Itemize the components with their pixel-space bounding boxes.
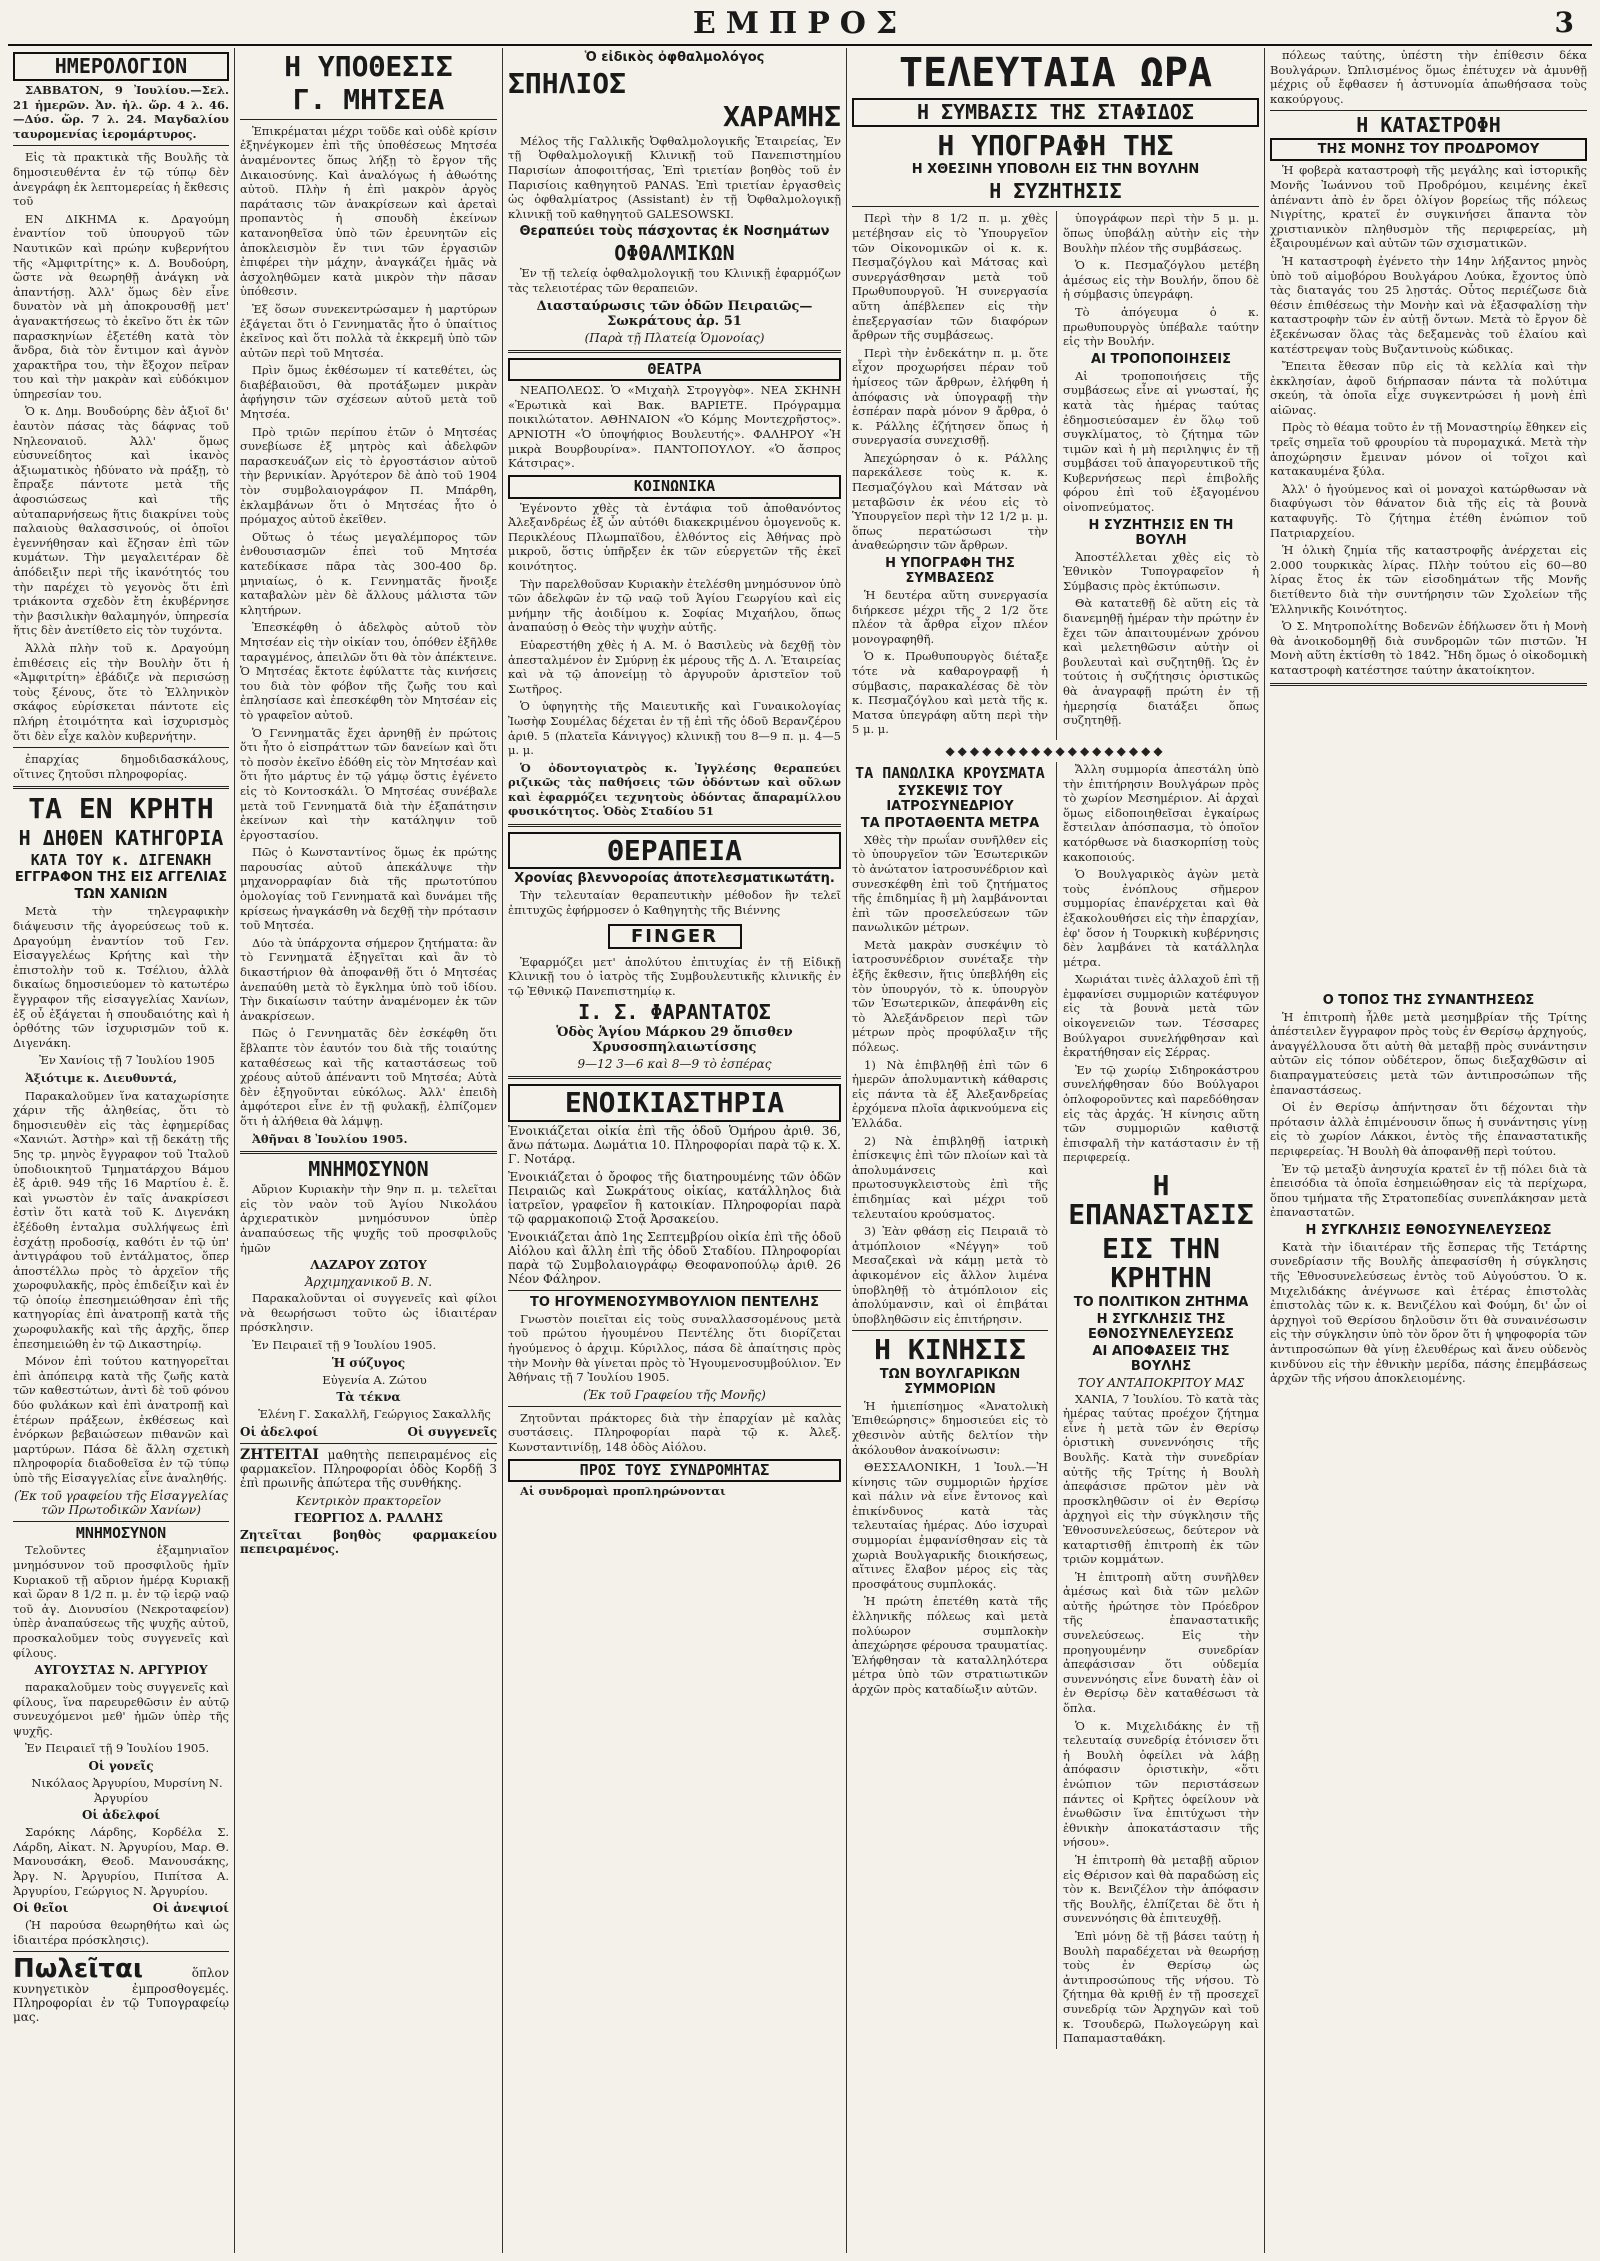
crete-subheading: Η ΔΗΘΕΝ ΚΑΤΗΓΟΡΙΑ (18, 825, 224, 850)
article-paragraph: Πρὶν ὅμως ἐκθέσωμεν τί κατεθέτει, ὡς διαβέβαιοῦσι, θὰ προτάξωμεν μικρὰν ἀφήγησιν τῶν σχέσεων αὐτοῦ μετὰ τοῦ Μητσέα. (240, 363, 497, 422)
ornament-divider: ◆◆◆◆◆◆◆◆◆◆◆◆◆◆◆◆◆◆ (945, 743, 1166, 758)
raisin-agreement-heading: Η ΣΥΜΒΑΣΙΣ ΤΗΣ ΣΤΑΦΙΔΟΣ (852, 98, 1259, 127)
article-paragraph: Πῶς ὁ Γεννηματᾶς δὲν ἐσκέφθη ὅτι ἔβλαπτε τὸν ἑαυτόν του διὰ τῆς τοιαύτης καταθέσεως καὶ τῆς καταστάσεως τοῦ χρέους αὐτοῦ ἀπέναντι τοῦ Μητσέα; Αὐτὰ δὲν ἐξηγοῦνται εὐκόλως. Ἀλλ' ἐπειδὴ ἀμφότεροι εἶνε ἐν τῇ φυλακῇ, ἐλπίζομεν ὅτι ἡ ἀλήθεια θὰ λάμψῃ. (240, 1026, 497, 1128)
doctor-specialty: ΟΦΘΑΛΜΙΚΩΝ (614, 241, 735, 266)
article-paragraph: Ἔπειτα ἔθεσαν πῦρ εἰς τὰ κελλία καὶ τὴν ἐκκλησίαν, ἀφοῦ διήρπασαν πάντα τὰ πολύτιμα σκεύη, τὰ ὁποῖα εἶχε συγκεντρώσει ἡ μονὴ ἐπὶ αἰῶνας. (1270, 359, 1587, 417)
article-paragraph: Ὁ κ. Πρωθυπουργὸς διέταξε τότε νὰ καθαρογραφῇ ἡ σύμβασις, παρακαλέσας δὲ τὸν κ. Πεσμαζόγλου καὶ μετὰ τῆς κ. Ματσα ὑπεγράφη αὕτη περὶ τὴν 5 μ. μ. (852, 649, 1048, 737)
memorial-relatives (13, 1901, 229, 1915)
page-number: 3 (1554, 6, 1574, 39)
rental-ad: Ἐνοικιάζεται ἀπὸ 1ης Σεπτεμβρίου οἰκία ἐπὶ τῆς ὁδοῦ Αἰόλου καὶ ἄλλη ἐπὶ τῆς ὁδοῦ Σταδίου. Πληροφορίαι παρὰ τῷ Συμβολαιογράφῳ Θεοφανοπούλῳ ἀριθ. 26 Νέον Φάληρον. (508, 1229, 841, 1286)
memorial-parents-label: Οἱ γονεῖς (88, 1759, 154, 1774)
debate-subheading: Η ΣΥΖΗΤΗΣΙΣ ΕΝ ΤΗ ΒΟΥΛΗ (1088, 517, 1234, 548)
doctor-ad-text: Ἐν τῇ τελείᾳ ὀφθαλμολογικῇ του Κλινικῇ ἐφαρμόζων τὰς τελειοτέρας τῶν θεραπειῶν. (508, 266, 841, 295)
pharmacy-name: ΓΕΩΡΓΙΟΣ Δ. ΡΑΛΛΗΣ (293, 1510, 444, 1525)
crete-subheading: ΚΑΤΑ ΤΟΥ κ. ΔΙΓΕΝΑΚΗ (30, 850, 212, 869)
finger-label: FINGER (608, 924, 742, 949)
divider (240, 1151, 497, 1154)
social-paragraph: Ἐγένοντο χθὲς τὰ ἐντάφια τοῦ ἀποθανόντος Ἀλεξανδρέως ἐξ ὧν αὐτόθι διακεκριμένου ὁμογενοῦς κ. Περικλέους Πλωμπαϊδου, ἐλθόντος εἰς Ἀθήνας πρὸ μικροῦ, ὅστις ὑπῆρξεν ἐκ τῶν εὐεργετῶν τῆς ἐκεῖ κοινότητος. (508, 500, 841, 573)
correspondent-label: ΤΟΥ ΑΝΤΑΠΟΚΡΙΤΟΥ ΜΑΣ (1077, 1375, 1245, 1390)
article-paragraph: Δύο τὰ ὑπάρχοντα σήμερον ζητήματα: ἂν τὸ Γεννηματᾶ ἐξηγεῖται καὶ ἂν τὸ δικαστήριον θὰ ἀποφανθῇ ὅτι ὁ Μητσέας ἀνεπαύθη μετὰ τὸ ἔγκλημα ὑπὸ τοῦ ἰδίου. Τὴν δικαίωσιν ταύτην ἀναμένομεν ἐκ τῶν ἀνακρίσεων. (240, 935, 497, 1023)
doctor-treats: Θεραπεύει τοὺς πάσχοντας ἐκ Νοσημάτων (519, 224, 830, 240)
divider (240, 1443, 497, 1444)
divider (13, 145, 229, 146)
mitsea-heading: Η ΥΠΟΘΕΣΙΣ (284, 50, 453, 83)
article-paragraph: Ἡ φοβερὰ καταστροφὴ τῆς μεγάλης καὶ ἱστορικῆς Μονῆς Ἰωάννου τοῦ Προδρόμου, κειμένης ἐκεῖ ἀπέναντι ἀπὸ ἐν ὄρει ὀλίγον βορείως τῆς πόλεως Νιγρίτης, κρατεῖ ἐν συγκινήσει ἅπαντα τὸν χριστιανικὸν πληθυσμὸν τῆς περιφερείας, μὴ ἐξαιρουμένων καὶ αὐτῶν τῶν σχισματικῶν. (1270, 163, 1587, 251)
article-paragraph: ὑπογράφων περὶ τὴν 5 μ. μ. ὅπως ὑποβάλῃ αὐτὴν εἰς τὴν Βουλὴν πλέον τῆς συμβάσεως. (1063, 211, 1259, 255)
column-3 (502, 48, 846, 2253)
doctor-ad-text: Μέλος τῆς Γαλλικῆς Ὀφθαλμολογικῆς Ἑταιρείας, Ἐν τῇ Ὀφθαλμολογικῇ Κλινικῇ τοῦ Πανεπιστημίου Παρισίων ἀποφοιτήσας, Ἐπὶ τριετίαν βοηθὸς τοῦ ἐν Παρισίοις καθηγητοῦ PANAS. Ἐπὶ τριετίαν ἐργασθεὶς ὡς ὀφθαλμίατρος (Assistant) ἐν τῇ Ὀφθαλμολογικῇ κλινικῇ τοῦ καθηγητοῦ GALESOWSKI. (508, 133, 841, 221)
council-heading: ΤΟ ΗΓΟΥΜΕΝΟΣΥΜΒΟΥΛΙΟΝ ΠΕΝΤΕΛΗΣ (530, 1294, 819, 1310)
masthead (8, 0, 1592, 46)
pharmacy-ad: Ζητεῖται βοηθὸς φαρμακείου πεπειραμένος. (240, 1527, 497, 1556)
memorial-text: Τελοῦντες ἐξαμηνιαῖον μνημόσυνον τοῦ προσφιλοῦς ἡμῖν Κυριακοῦ τῇ αὔριον ἡμέρᾳ Κυριακῇ καὶ ὥραν 8 1/2 π. μ. ἐν τῷ ἱερῷ ναῷ τοῦ ἁγ. Διονυσίου (Νεκροταφείον) ὑπὲρ ἀναπαύσεως τῆς ψυχῆς αὐτοῦ, προσκαλοῦμεν τοὺς συγγενεῖς καὶ φίλους. (13, 1543, 229, 1660)
article-paragraph: Ἀλλ' ὁ ἡγούμενος καὶ οἱ μοναχοὶ κατώρθωσαν νὰ διαφύγωσι τὸν θάνατον διὰ τῆς εἰς τὰ βουνὰ καταφυγῆς. Τὸ ζήτημα ἐτέθη ἐνώπιον τοῦ Πατριαρχείου. (1270, 481, 1587, 540)
article-paragraph: Πρὸ τριῶν περίπου ἐτῶν ὁ Μητσέας συνεβίωσε ἐξ μητρὸς καὶ ἀδελφῶν παρασκευάζων εἰς τὸ ἐργοστάσιον αὐτοῦ τὴν βερνικίαν. Ἀργότερον δὲ ἀπὸ τοῦ 1904 τὸν συμβολαιογράφον Π. Μπάρθη, ἐκλαμβάνων ὅτι ὁ Μητσέας ἦτο ὁ πρόμαχος αὐτοῦ ἐκεῖθεν. (240, 424, 497, 527)
divider (508, 1406, 841, 1407)
article-paragraph: Ἀπεχώρησαν ὁ κ. Ράλλης παρεκάλεσε τοὺς κ. κ. Πεσμαζόγλου καὶ Μάτσαν νὰ μεταβῶσιν ἐκ νέου εἰς τὸ Ὑπουργεῖον περὶ τὴν 12 1/2 μ. μ. ὅπως περατώσωσι τὴν ἀναθεώρησιν τῶν ἄρθρων. (852, 450, 1048, 553)
divider (240, 119, 497, 120)
article-paragraph: Ἡ καταστροφὴ ἐγένετο τὴν 14ην λήξαντος μηνὸς ὑπὸ τοῦ αἱμοβόρου Βουλγάρου Λούκα, ἔχοντος ὑπὸ τὰς διαταγάς του 25 λῃστάς. Οὗτος περιέζωσε διὰ θέσιν ἐπιθέσεως τὴν Μονὴν καὶ νὰ ἐξασφαλίσῃ τὴν καταστροφὴν τῶν ἐν αὐτῇ ὄντων. Μετὰ τὸ ἔργον δὲ ἐξεκένωσαν ὅλας τὰς δεξαμενὰς τοῦ ἐλαίου καὶ κατέστρεψαν τοὺς Βυζαντινοὺς κώδικας. (1270, 253, 1587, 356)
divider (508, 350, 841, 353)
article-paragraph: Παρακαλοῦμεν ἵνα καταχωρίσητε χάριν τῆς ἀληθείας, ὅτι τὸ δημοσιευθὲν εἰς τὰς ἐφημερίδας «Χανιώτ. Ἀστὴρ» καὶ τῇ δεκάτῃ τῆς 5ης τρ. μηνὸς ἔγγραφον τοῦ Ἰταλοῦ ὑποδιοικητοῦ Τμηματάρχου Βάμου ἐξ ἀριθ. 949 τῆς 16 Μαρτίου ἐ. ἔ. καὶ γνωστὸν ἐν ταῖς ἀνακρίσεσι ἐστὶν ὅτι κατὰ τοῦ Κ. Διγενάκη ἐξέδοθη ἐνταλμα συλλήψεως ἐπὶ ἐσχάτῃ προδοσίᾳ, καθότι ἐν τῷ ὑπ' ἀντιγράφου τοῦ ἐντάλματος, ὅπερ ἀποστέλλω πρὸς τὸ ἀρχεῖον τῆς χωροφυλακῆς, πρὸς ἐπιδείξιν καὶ ἐν τῷ ὁποίῳ ἐπεσημειώθησαν ἐπὶ τῆς κατηγορίας ἐπὶ ἀνατροπῇ κατὰ τῆς χωροφυλακῆς καὶ τῆς ἀρχῆς, ὅπερ ἐπεσημειώθη ἐν τῷ Δικαστηρίῳ. (13, 1088, 229, 1351)
memorial-relatives-label: Οἱ συγγενεῖς (407, 1424, 497, 1439)
article-paragraph: ΘΕΣΣΑΛΟΝΙΚΗ, 1 Ἰουλ.—Ἡ κίνησις τῶν συμμοριῶν ἠρχίσε καὶ πάλιν νὰ εἶνε ἔντονος καὶ ἐπικίνδυνος κατὰ τὰς τελευταίας ἡμέρας. Δύο ἰσχυραὶ συμμορίαι ἐμφανίσθησαν εἰς τὰ χωριὰ Βουλγαρικῆς διοικήσεως, αἵτινες ἔλαβον μέρος εἰς τὰς προσφάτους συμπλοκάς. (852, 1460, 1048, 1591)
article-paragraph: ΕΝ ΔΙΚΗΜΑ κ. Δραγούμη ἐναντίον τοῦ ὑπουργοῦ τῶν Ναυτικῶν καὶ πρώην κυβερνήτου τῆς «Ἀμφιτρίτης» κ. Δ. Βουδούρη, ὥστε νὰ θεωρηθῇ ἀνάγκη νὰ ἀπαντήσῃ. Ἀλλ' ὅμως δὲν εἶνε δυνατὸν νὰ μὴ ἀποκρουσθῇ μετ' ἀγανακτήσεως τὸ ἐκεῖνο ὅτι ἐκ τῶν παρασκηνίων ἐξετέθη κατὰ τὸν ἄνδρα, διὰ τὸν ἔντιμον καὶ ἁγνὸν χαρακτῆρα του, τὴν ἔξοχον πεῖραν του καὶ τὴν μακρὰν καὶ εὐδόκιμον ὑπηρεσίαν του. (13, 211, 229, 401)
last-hour-heading: ΤΕΛΕΥΤΑΙΑ ΩΡΑ (898, 50, 1213, 96)
article-paragraph: Ἐν τῷ μεταξὺ ἀνησυχία κρατεῖ ἐν τῇ πόλει διὰ τὰ ἐπεισόδια τὰ ὁποῖα ἐσημειώθησαν εἰς τὰ περίχωρα, ὅπου τμήματα τῆς Στρατοπεδίας συνεπλάκησαν μετὰ ἐπαναστατῶν. (1270, 1161, 1587, 1220)
movement-heading: Η ΚΙΝΗΣΙΣ (874, 1333, 1026, 1367)
doctor-address-note: (Παρὰ τῇ Πλατείᾳ Ὁμονοίας) (584, 330, 765, 345)
plague-subheading: ΣΥΣΚΕΨΙΣ ΤΟΥ ΙΑΤΡΟΣΥΝΕΔΡΙΟΥ (886, 783, 1014, 814)
headline-span-space (1270, 691, 1587, 991)
divider (13, 786, 229, 789)
memorial-text: παρακαλοῦμεν τοὺς συγγενεῖς καὶ φίλους, ἵνα παρευρεθῶσιν ἐν αὐτῷ συνευχόμενοι μεθ' ἡμῶν ὑπὲρ τῆς ψυχῆς. (13, 1680, 229, 1738)
article-paragraph: Κατὰ τὴν ἰδιαιτέραν τῆς ἔσπερας τῆς Τετάρτης συνεδρίασιν τῆς Βουλῆς ἀπεφασίσθη ἡ σύγκλησις τῆς Ἐθνοσυνελεύσεως ἐντὸς τοῦ Αὐγούστου. Ὁ κ. Μιχελιδάκης ἀνέγνωσε καὶ ἑτέρας ἐπιστολὰς ἐπιστολὰς τῶν κ. κ. Βενιζέλου καὶ Φούμη, δι' ὧν οἱ ἀρχηγοὶ τοῦ Θερίσου δηλοῦσιν ὅτι θὰ συναινέσωσιν εἰς τὴν σύγκλησιν ὑπὸ τὸν ὅρον ὅτι ἡ ψηφοφορία τῶν ἀντιπροσώπων θὰ γίνῃ ἐλευθέρως καὶ ἄνευ οὐδενὸς κινδύνου εἰς τὴν ἐθνικὴν μερίδα, πάσης ἐπεμβάσεως ἀρχῶν τῆς νήσου ἀποκλειομένης. (1270, 1239, 1587, 1386)
article-paragraph: Χθὲς τὴν πρωΐαν συνῆλθεν εἰς τὸ ὑπουργεῖον τῶν Ἐσωτερικῶν τὸ ἀνώτατον ἰατροσυνέδριον καὶ συνεσκέφθη ἐπὶ τοῦ ζητήματος τῆς ἐπιδημίας ἣ μὴ λαμβάνονται ἐπὶ τῶν προσελεύσεων τῶν πανωλικῶν μέτρων. (852, 832, 1048, 935)
column-4-subcolumns (852, 211, 1259, 740)
article-paragraph: Ἄλλη συμμορία ἀπεστάλη ὑπὸ τὴν ἐπιτήρησιν Βουλγάρων πρὸς τὸ χωρίον Μεσημέριον. Αἱ ἀρχαὶ ὅμως εἰδοποιηθεῖσαι ἐγκαίρως ἔστειλαν ἀπόσπασμα, τὸ ὁποῖον κατόρθωσε νὰ διασκορπίσῃ τοὺς κακοποιούς. (1063, 761, 1259, 864)
memorial-title: Ἀρχιμηχανικοῦ Β. Ν. (304, 1275, 433, 1290)
article-paragraph: Ὁ Σ. Μητροπολίτης Βοδενῶν ἐδήλωσεν ὅτι ἡ Μονὴ θὰ ἀνοικοδομηθῇ διὰ συνδρομῶν τῶν πιστῶν. Ἡ Μονὴ αὕτη ἐκτίσθη τὸ 1842. Ἤδη ὅμως ὁ οἰκοδομικὴ καταστροφὴ κατέστησε ταύτην ἀκατοίκητον. (1270, 619, 1587, 677)
article-paragraph: Μετὰ μακρὰν συσκέψιν τὸ ἰατροσυνέδριον συνέταξε τὴν ἑξῆς ἔκθεσιν, ἥτις ὑπεβλήθη εἰς τὸν ὑπουργόν, τὸ κ. ὑπουργὸν τῶν Ἐσωτερικῶν, ἀπεφάνθη εἰς τὸ Ἀλεξάνδρειον περὶ τῶν μέτρων πρὸς προφύλαξιν τῆς πόλεως. (852, 937, 1048, 1055)
memorial-text: Αὔριον Κυριακὴν τὴν 9ην π. μ. τελεῖται εἰς τὸν ναὸν τοῦ Ἁγίου Νικολάου ἀρχιερατικὸν μνημόσυνον ὑπὲρ ἀναπαύσεως τῆς ψυχῆς τοῦ προσφιλοῦς ἡμῶν (240, 1182, 497, 1255)
doctor-ad-top: Ὁ εἰδικὸς ὀφθαλμολόγος (584, 50, 765, 65)
memorial-children: Ἑλένη Γ. Σακαλλῆ, Γεώργιος Σακαλλῆς (258, 1407, 491, 1422)
memorial-date: Ἐν Πειραιεῖ τῇ 9 Ἰουλίου 1905. (25, 1741, 210, 1756)
article-paragraph: Περὶ τὴν ἐνδεκάτην π. μ. ὅτε εἶχον προχωρήσει πέραν τοῦ ἡμίσεος τῶν ἄρθρων, ἐλήφθη ἡ ἀπόφασις νὰ ὑπογραφῇ τὴν ἑσπέραν παρὰ μόνον 9 ἄρθρα, ὁ κ. Ράλλης ἐζήτησεν ὅπως ἡ συνεργασία συνεχισθῇ. (852, 345, 1048, 448)
memorial-wife-label: Ἡ σύζυγος (331, 1355, 406, 1370)
revolution-heading-2: ΕΙΣ ΤΗΝ ΚΡΗΤΗΝ (1101, 1231, 1220, 1295)
memorial-children-label: Τὰ τέκνα (336, 1390, 401, 1405)
memorial-uncles-label: Οἱ θεῖοι (13, 1901, 69, 1916)
amendments-subheading: ΑΙ ΤΡΟΠΟΠΟΙΗΣΕΙΣ (1091, 351, 1231, 367)
mitsea-heading-name: Γ. ΜΗΤΣΕΑ (292, 83, 445, 117)
column-4d (1056, 762, 1259, 2049)
article-paragraph: πόλεως ταύτης, ὑπέστη τὴν ἐπίθεσιν δέκα Βουλγάρων. Ὠπλισμένος ὅμως ἐπέτυχεν νὰ ἀμυνθῇ μέχρις οὗ ἔφθασεν ἡ ἀστυνομία ἀπωθήσασα τοὺς κακούργους. (1270, 48, 1587, 106)
columns (8, 48, 1592, 2253)
article-paragraph: Ὁ κ. Μιχελιδάκης ἐν τῇ τελευταίᾳ συνεδρίᾳ ἐτόνισεν ὅτι ἡ Βουλὴ ὀφείλει νὰ λάβῃ ἀπόφασιν ὁριστικὴν, «ὅτι ἐνώπιον τῶν περιστάσεων πάντες οἱ Κρῆτες ὀφείλουν νὰ ἑνωθῶσιν ἵνα ἐπιτύχωσι τὴν ἐθνικὴν ἀποκατάστασιν τῆς νήσου». (1063, 1718, 1259, 1850)
dentist-ad: Ὁ ὀδοντογιατρὸς κ. Ἰγγλέσης θεραπεύει ριζικῶς τὰς παθήσεις τῶν ὀδόντων καὶ οὔλων καὶ ἐφαρμόζει τεχνητοὺς ὀδόντας ἄπαραμίλλου φυσικότητος. Ὁδὸς Σταδίου 51 (508, 760, 841, 819)
divider (852, 1330, 1048, 1331)
memorial-siblings: Σαρόκης Λάρδης, Κορδέλα Σ. Λάρδη, Αἰκατ. Ν. Ἀργυρίου, Μαρ. Θ. Μανουσάκη, Θεοδ. Μανουσάκης, Ἀργ. Ν. Ἀργυρίου, Πιπίτσα Α. Ἀργυρίου, Γεώργιος Ν. Ἀργυρίου. (13, 1825, 229, 1898)
article-paragraph: Περὶ τὴν 8 1/2 π. μ. χθὲς μετέβησαν εἰς τὸ Ὑπουργεῖον τῶν Οἰκονομικῶν οἱ κ. κ. Πεσμαζόγλου καὶ Μάτσας καὶ συνεργάσθησαν μετὰ τοῦ Πρωθυπουργοῦ. Ἡ συνεργασία αὕτη ἀπέβλεπεν εἰς τὴν ἐπεξεργασίαν τῶν διαφόρων ἄρθρων τῆς συμβάσεως. (852, 211, 1048, 343)
article-paragraph: Ἡ ἐπιτροπὴ αὕτη συνῆλθεν ἀμέσως καὶ διὰ τῶν μελῶν αὐτῆς ἠρώτησε τὸν Πρόεδρον τῆς ἐπαναστατικῆς συνελεύσεως. Εἰς τὴν προηγουμένην συνεδρίαν ἀπεφάσισαν ὅτι οὐδεμία συνεννόησις εἶνε δυνατὴ ἐὰν οἱ ἐν Θερίσῳ δὲν καταθέσωσι τὰ ὅπλα. (1063, 1569, 1259, 1716)
pharmacy-label: Κεντρικὸν πρακτορεῖον (296, 1493, 441, 1508)
revolution-subheading: Η ΣΥΓΚΛΗΣΙΣ ΤΗΣ ΕΘΝΟΣΥΝΕΛΕΥΣΕΩΣ (1088, 1311, 1234, 1342)
crete-subheading: ΤΩΝ ΧΑΝΙΩΝ (74, 887, 168, 903)
wanted-ad-text: μαθητὴς πεπειραμένος εἰς φαρμακεῖον. Πληροφορίαι ὁδὸς Κορδῇ 3 ἐπὶ πρωινῆς ἀπώτερα τῆς συνθήκης. (240, 1447, 497, 1490)
divider (508, 824, 841, 827)
article-paragraph: Ἐν τῷ χωρίῳ Σιδηροκάστρου συνελήφθησαν δύο Βούλγαροι ὁπλοφοροῦντες καὶ παρεδόθησαν εἰς τὰς ἀρχάς. Ἡ κίνησις αὕτη τῶν συμμοριῶν καθιστᾷ ἐπισφαλῆ τὴν κατάστασιν ἐν τῇ περιφερείᾳ. (1063, 1062, 1259, 1165)
rentals-heading: ΕΝΟΙΚΙΑΣΤΗΡΙΑ (508, 1084, 841, 1121)
therapy-subheading: Χρονίας βλεννοροίας ἀποτελεσματικωτάτη. (514, 871, 835, 887)
debate-heading: Η ΣΥΖΗΤΗΣΙΣ (989, 179, 1122, 204)
social-paragraph: Εὐαρεστήθη χθὲς ἡ Α. Μ. ὁ Βασιλεὺς νὰ δεχθῇ τὸν ἀπεσταλμένον ἐν Σμύρνῃ ἐκ μέρους τῆς Δ. Λ. Ἐταιρείας καὶ νὰ τῷ ἀπονείμῃ τὸ ἀργυροῦν ἀριστεῖον τοῦ Σωτῆρος. (508, 637, 841, 696)
divider (508, 1290, 841, 1291)
social-paragraph: Ὁ ὑφηγητὴς τῆς Μαιευτικῆς καὶ Γυναικολογίας Ἰωσὴφ Σουμέλας δέχεται ἐν τῇ ἐπὶ τῆς ὁδοῦ Βερανζέρου ἀριθ. 5 (πλατεῖα Κάνιγγος) κλινικῇ του 8—9 π. μ. 4—5 μ. μ. (508, 699, 841, 758)
calendar-text: ΣΑΒΒΑΤΟΝ, 9 Ἰουλίου.—Σελ. 21 ἡμερῶν. Ἀν. ἡλ. ὥρ. 4 λ. 46. —Δύσ. ὥρ. 7 λ. 24. Μαγδαλίου ταυρομενίας ἱερομάρτυρος. (13, 83, 229, 141)
therapy-heading: ΘΕΡΑΠΕΙΑ (508, 832, 841, 869)
column-2 (234, 48, 502, 2253)
therapy-text: Ἐφαρμόζει μετ' ἀπολύτου ἐπιτυχίας ἐν τῇ Εἰδικῇ Κλινικῇ του ὁ ἰατρὸς τῆς Συμβουλευτικῆς κλινικῆς ἐν τῷ Ἐθνικῷ Πανεπιστημίῳ κ. (508, 954, 841, 998)
therapy-address: Ὁδὸς Ἁγίου Μάρκου 29 ὄπισθεν Χρυσοσπηλαιωτίσσης (556, 1025, 793, 1056)
memorial-heading: ΜΝΗΜΟΣΥΝΟΝ (308, 1157, 429, 1182)
letter-signature: (Ἐκ τοῦ γραφείου τῆς Εἰσαγγελίας τῶν Πρωτοδικῶν Χανίων) (14, 1488, 228, 1517)
article-paragraph: Ἡ ἐπιτροπὴ θὰ μεταβῇ αὔριον εἰς Θέρισον καὶ θὰ παραδώσῃ εἰς τὸν κ. Βενιζέλον τὴν ἀπόφασιν τῆς Βουλῆς, ἐλπίζεται δὲ ὅτι ἡ συνεννόησις θὰ ἐπιτευχθῇ. (1063, 1852, 1259, 1926)
theatres-listing: ΝΕΑΠΟΛΕΩΣ. Ὁ «Μιχαὴλ Στρογγὸφ». ΝΕΑ ΣΚΗΝΗ «Ἐρωτικὰ καὶ Βακ. ΒΑΡΙΕΤΕ. Πρόγραμμα ποικιλώτατον. ΑΘΗΝΑΙΟΝ «Ὁ Κόμης Μοντεχρῆστος». ΑΡΝΙΟΤΗ «Ὁ ὑποψήφιος Βουλευτής». ΦΑΛΗΡΟΥ «Ἡ μικρὰ Βουρβουρίνα». ΠΑΝΤΟΠΟΥΛΟΥ. «Ὁ ἄσπρος Κάτσιρας». (508, 383, 841, 471)
memorial-wife: Εὐγενία Α. Ζώτου (322, 1372, 427, 1387)
article-paragraph: Ἐπὶ μόνῃ δὲ τῇ βάσει ταύτῃ ἡ Βουλὴ παραδέχεται νὰ θεωρήσῃ τοὺς ἐν Θερίσῳ ὡς ἀντιπροσώπους τῆς νήσου. Τὸ ζήτημα θὰ κριθῇ ἐν τῇ προσεχεῖ συνεδρίᾳ τῶν Ἀρχηγῶν καὶ τοῦ κ. Τσουδερῶ, Πωλογεώργη καὶ Παπαμασταθάκη. (1063, 1928, 1259, 2046)
article-paragraph: Ἡ ἐπιτροπὴ ἦλθε μετὰ μεσημβρίαν τῆς Τρίτης ἀπέστειλεν ἔγγραφον πρὸς τοὺς ἐν Θερίσῳ ἀρχηγούς, ἀναγγέλλουσα ὅτι αὐτὴ θὰ μεταβῇ πρὸς συνάντησιν αὐτῶν εἰς τόπον οὐδέτερον, ὅπως διεξαχθῶσιν αἱ διαπραγματεύσεις μετὰ τῶν ἀντιπροσώπων τῆς ἐπαναστάσεως. (1270, 1009, 1587, 1097)
divider (13, 1521, 229, 1522)
subscribers-heading: ΠΡΟΣ ΤΟΥΣ ΣΥΝΔΡΟΜΗΤΑΣ (508, 1459, 841, 1483)
revolution-heading-block (1063, 1171, 1259, 1390)
doctor-last-name: ΧΑΡΑΜΗΣ (722, 100, 841, 134)
memorial-heading: ΜΝΗΜΟΣΥΝΟΝ (75, 1523, 167, 1542)
sale-ad-title: Πωλεῖται (13, 1954, 143, 1985)
article-paragraph: ἐπαρχίας δημοδιδασκάλους, οἵτινες ζητοῦσι πληροφορίας. (13, 752, 229, 781)
memorial-siblings-label: Οἱ ἀδελφοί (81, 1808, 161, 1823)
article-paragraph: Ἀποστέλλεται χθὲς εἰς τὸ Ἐθνικὸν Τυπογραφεῖον ἡ Σύμβασις πρὸς ἐκτύπωσιν. (1063, 549, 1259, 593)
agents-ad: Ζητοῦνται πράκτορες διὰ τὴν ἐπαρχίαν μὲ καλὰς συστάσεις. Πληροφορίαι παρὰ τῷ κ. Ἀλεξ. Κωνσταντινίδῃ, 148 ὁδὸς Αἰόλου. (508, 1410, 841, 1454)
plague-subheading: ΤΑ ΠΡΟΤΑΘΕΝΤΑ ΜΕΤΡΑ (860, 815, 1040, 831)
article-paragraph: 2) Νὰ ἐπιβληθῇ ἰατρικὴ ἐπίσκεψις ἐπὶ τῶν πλοίων καὶ τὰ ἀπολυμάνσεις καὶ πρωτοσυγκλειστοὺς ἐπὶ τῆς ἐπιδημίας καὶ μέχρι τοῦ τελευταίου κρούσματος. (852, 1133, 1048, 1221)
column-5 (1264, 48, 1592, 2253)
article-paragraph: Ἐξ ὅσων συνεκεντρώσαμεν ἡ μαρτύρων ἐξάγεται ὅτι ὁ Γεννηματᾶς ἦτο ὁ ὑπαίτιος ἐκεῖνος καὶ ὅτι πολλὰ τὰ ἐκκρεμῆ ὑπὸ τῶν αὐτῶν περὶ τοῦ Μητσέα. (240, 301, 497, 360)
article-date: Ἀθῆναι 8 Ἰουλίου 1905. (252, 1131, 408, 1146)
article-paragraph: Αἱ τροποποιήσεις τῆς συμβάσεως εἶνε αἱ γνωσταί, ἧς κατὰ τὰς ἡμέρας ταύτας ἐδημοσιεύσαμεν ἐν ὅλῳ τοῦ συγκλίματος, τὸ ζήτημα τῶν τιμῶν καὶ ἡ μὴ περιληψις ἐν τῇ συμβάσει τοῦ ἀπαγορευτικοῦ τῆς Κυβερνήσεως περὶ ἐπιβολῆς φόρου ἐπὶ τοῦ ἐξαγομένου οἰνοπνεύματος. (1063, 368, 1259, 515)
divider (13, 1951, 229, 1952)
rental-ad: Ἐνοικιάζεται οἰκία ἐπὶ τῆς ὁδοῦ Ὁμήρου ἀριθ. 36, ἄνω πάτωμα. Δωμάτια 10. Πληροφορίαι παρὰ τῷ κ. Χ. Γ. Νοτάρᾳ. (508, 1123, 841, 1166)
revolution-subheading: ΑΙ ΑΠΟΦΑΣΕΙΣ ΤΗΣ ΒΟΥΛΗΣ (1092, 1343, 1230, 1374)
column-4b (1056, 211, 1259, 740)
memorial-relatives (240, 1425, 497, 1439)
column-4-subcolumns-lower (852, 762, 1259, 2049)
article-paragraph: Ἀλλὰ πλὴν τοῦ κ. Δραγούμη ἐπιθέσεις εἰς τὴν Βουλὴν ὅτι ἡ «Ἀμφιτρίτη» ἐβάδιζε νὰ περισώσῃ τοὺς ξένους, ὅτε τὸ Ἑλληνικὸν σκάφος εὑρίσκεται πάντοτε εἰς πλήρη ἑτοιμότητα καὶ ἰσχυρισμὸς ὅτι δὲν εἶχε καλὸν κυβερνήτην. (13, 640, 229, 743)
catastrophe-heading: Η ΚΑΤΑΣΤΡΟΦΗ (1356, 113, 1501, 138)
plague-heading: ΤΑ ΠΑΝΩΛΙΚΑ ΚΡΟΥΣΜΑΤΑ (855, 763, 1045, 782)
divider (508, 1076, 841, 1079)
article-paragraph: Ὁ Γεννηματᾶς ἔχει ἀρνηθῇ ἐν πρώτοις ὅτι ἦτο ὁ εἰσπράττων τῶν δανείων καὶ ὅτι τὸ ποσὸν ἐκεῖνο ἐδόθη εἰς τὸν Μητσέαν καὶ ὅτι ἦτο μάρτυς ἐν τῷ γάμῳ ὅστις ἐγένετο εἰς τὸ Κοντοσκάλι. Ὁ Μητσέας συνέβαλε μετὰ τοῦ Γεννηματᾶ διὰ τὴν ἐξαπάτησιν ἐκείνων καὶ τὴν κατάληψιν τοῦ ἐργοστασίου. (240, 725, 497, 842)
council-text: Γνωστὸν ποιεῖται εἰς τοὺς συναλλασσομένους μετὰ τοῦ πρώτου ἡγουμένου Πεντέλης ὅτι διορίζεται ἡγούμενος ὁ ἀρχιμ. Κύριλλος, πάσα δὲ ἀπαίτησις πρὸς τὴν Μονὴν θὰ γίνεται πρὸς τὸ Ἡγουμενοσυμβούλιον. Ἐν Ἀθήναις τῇ 7 Ἰουλίου 1905. (508, 1311, 841, 1385)
submission-heading: Η ΧΘΕΣΙΝΗ ΥΠΟΒΟΛΗ ΕΙΣ ΤΗΝ ΒΟΥΛΗΝ (911, 162, 1200, 178)
article-paragraph: Ἡ ἡμιεπίσημος «Ἀνατολικὴ Ἐπιθεώρησις» δημοσιεύει εἰς τὸ χθεσινὸν αὐτῆς δελτίον τὴν ἀκόλουθον ἀνακοίνωσιν: (852, 1398, 1048, 1457)
memorial-date: Ἐν Πειραιεῖ τῇ 9 Ἰουλίου 1905. (252, 1337, 437, 1352)
divider (1270, 683, 1587, 686)
social-paragraph: Τὴν παρελθοῦσαν Κυριακὴν ἐτελέσθη μνημόσυνον ὑπὸ τῶν ἀδελφῶν ἐν τῷ ναῷ τοῦ Ἁγίου Γεωργίου καὶ εἰς μνήμην τῆς ἀοιδίμου κ. Σοφίας Μιχαήλου, ὅπως ἀναπαύσῃ ὁ Θεὸς τὴν ψυχὴν αὐτῆς. (508, 576, 841, 635)
meeting-place-heading: Ο ΤΟΠΟΣ ΤΗΣ ΣΥΝΑΝΤΗΣΕΩΣ (1322, 992, 1535, 1008)
article-paragraph: 3) Ἐὰν φθάσῃ εἰς Πειραιᾶ τὸ ἀτμόπλοιον «Νέγγη» τοῦ Μεσαζεκαὶ νὰ κάμῃ μετὰ τὸ ἀφικομένον εἰς ἄλλον λιμένα ὑποβληθῇ τὸ ἀτμόπλοιον εἰς ἀπολύμανσιν, καὶ οἱ ἐπιβάται ὑποβληθῶσιν εἰς ἐπιτήρησιν. (852, 1224, 1048, 1326)
assembly-subheading: Η ΣΥΓΚΛΗΣΙΣ ΕΘΝΟΣΥΝΕΛΕΥΣΕΩΣ (1305, 1222, 1552, 1238)
memorial-name: ΑΥΓΟΥΣΤΑΣ Ν. ΑΡΓΥΡΙΟΥ (34, 1663, 208, 1678)
memorial-siblings-label: Οἱ ἀδελφοί (240, 1424, 319, 1439)
wanted-ad-title: ΖΗΤΕΙΤΑΙ (240, 1446, 319, 1463)
article-paragraph: Πῶς ὁ Κωνσταντίνος ὅμως ἐκ πρώτης παρουσίας αὐτοῦ ἀπεκάλυψε τὴν μηχανορραφίαν διὰ τῆς πρωτοτύπου ὁμολογίας τοῦ Γεννηματᾶ καὶ δυνάμει τῆς κρίσεως ἠναγκάσθη νὰ δεχθῇ τὴν πρότασιν τοῦ Μητσέα. (240, 845, 497, 933)
article-paragraph: Εἰς τὰ πρακτικὰ τῆς Βουλῆς τὰ δημοσιευθέντα ἐν τῷ τύπῳ δὲν ἀνεγράφη ἐκ λεπτομερείας ἡ ἔκθεσις τοῦ (13, 150, 229, 209)
article-paragraph: ΧΑΝΙΑ, 7 Ἰουλίου. Τὸ κατὰ τὰς ἡμέρας ταύτας προέχον ζήτημα εἶνε ἡ μετὰ τῶν ἐν Θερίσῳ ὁριστικὴ συνεννόησις τῆς Βουλῆς. Κατὰ τὴν συνεδρίαν αὐτῆς τῆς Τρίτης ἡ Βουλὴ ἀπεφάσισε πρῶτον μὲν νὰ προσκληθῶσιν οἱ ἐν Θερίσῳ ἀρχηγοὶ εἰς τὴν σύγκλησιν τῆς Ἐθνοσυνελεύσεως, δεύτερον νὰ καταρτισθῇ ἐπιτροπὴ ἐκ τῶν τριῶν κομμάτων. (1063, 1391, 1259, 1567)
letter-salutation: Ἀξιότιμε κ. Διευθυντά, (25, 1070, 177, 1085)
article-paragraph: Ὁ κ. Πεσμαζόγλου μετέβη ἀμέσως εἰς τὴν Βουλήν, ὅπου δὲ ἡ σύμβασις ὑπεγράφη. (1063, 258, 1259, 302)
column-4c (852, 762, 1048, 2049)
revolution-subheading: ΤΟ ΠΟΛΙΤΙΚΟΝ ΖΗΤΗΜΑ (1073, 1294, 1249, 1310)
theatres-heading: ΘΕΑΤΡΑ (508, 358, 841, 382)
doctor-first-name: ΣΠΗΛΙΟΣ (508, 67, 627, 100)
memorial-note: (Ἡ παρούσα θεωρηθήτω καὶ ὡς ἰδιαιτέρα πρόσκλησις). (13, 1918, 229, 1947)
divider (13, 747, 229, 748)
doctor-address: Διασταύρωσις τῶν ὁδῶν Πειραιῶς—Σωκράτους ἀρ. 51 (536, 298, 813, 329)
article-paragraph: Οἱ ἐν Θερίσῳ ἀπήντησαν ὅτι δέχονται τὴν πρότασιν ἀλλὰ ἐπιμένουσιν ὅπως ἡ συνάντησις γίνῃ εἰς τὸ χωρίον Λάκκοι, ἐντὸς τῆς ἐπαναστατικῆς περιφερείας. Ἡ Βουλὴ θὰ ἀποφανθῇ περὶ τούτου. (1270, 1100, 1587, 1158)
sale-ad-text: ὅπλον κυνηγετικὸν ἐμπροσθογεμές. Πληροφορίαι ἐν τῷ Τυπογραφείῳ μας. (13, 1966, 229, 2025)
article-paragraph: Θὰ κατατεθῇ δὲ αὕτη εἰς τὰ διανεμηθῇ ἡμέραν τὴν πρώτην ἐν ἔχει τῶν ἀπαιτουμένων χρόνου καὶ μελετηθῶσιν αὐτὴν οἱ βουλευταὶ καὶ συζητηθῇ. Ὡς ἐν τούτοις ἡ συζήτησις ὁριστικῶς θὰ ἀναγραφῇ πρώτη ἐν τῇ ἡμερησίᾳ διατάξει ὅπως συζητηθῇ. (1063, 596, 1259, 728)
article-paragraph: Μετὰ τὴν τηλεγραφικὴν διάψευσιν τῆς ἀγορεύσεως τοῦ κ. Δραγούμη ἐναντίον τοῦ Γεν. Εἰσαγγελέως Κρήτης καὶ τὴν ἐπιστολὴν τοῦ κ. Τσέλιου, ἀλλὰ δικαίως δημοσιεύομεν τὸ κατωτέρω ἔγγραφον τῆς εἰσαγγελίας Χανίων, ἐξ οὗ ἐξάγεται ἡ σπουδαιότης καὶ ἡ ὁρθότης τῶν ἰσχυρισμῶν τοῦ κ. Διγενάκη. (13, 904, 229, 1050)
article-paragraph: Μόνον ἐπὶ τούτου κατηγορεῖται ἐπὶ ἀπόπειρᾳ κατὰ τῆς ζωῆς κατὰ τῶν καθεστώτων, ἀντὶ δὲ τοῦ φόνου δύο φυλάκων καὶ ἐπὶ ἀνατροπῇ καὶ ἑτέρων πράξεων, ἐκθέσεως καὶ ἐνόρκων βεβαιώσεων πιθανῶν καὶ μαρτύρων. Πάσα δὲ ἄλλη σχετικὴ πληροφορία διαδοθεῖσα ἐν τῷ τύπῳ ὑπὸ τῆς Εἰσαγγελίας εἶνε ἀναληθής. (13, 1354, 229, 1486)
divider (1270, 110, 1587, 111)
memorial-text: Παρακαλοῦνται οἱ συγγενεῖς καὶ φίλοι νὰ θεωρήσωσι τοῦτο ὡς ἰδιαιτέραν πρόσκλησιν. (240, 1291, 497, 1335)
movement-subheading: ΤΩΝ ΒΟΥΛΓΑΡΙΚΩΝ ΣΥΜΜΟΡΙΩΝ (879, 1366, 1021, 1397)
catastrophe-subheading: ΤΗΣ ΜΟΝΗΣ ΤΟΥ ΠΡΟΔΡΟΜΟΥ (1270, 138, 1587, 161)
divider (852, 206, 1259, 207)
signing-heading: Η ΥΠΟΓΡΑΦΗ ΤΗΣ (937, 129, 1174, 162)
therapy-doctor-name: Ι. Σ. ΦΑΡΑΝΤΑΤΟΣ (578, 1000, 771, 1025)
article-paragraph: Χωριάται τινὲς ἀλλαχοῦ ἐπὶ τῇ ἐμφανίσει συμμοριῶν κατέφυγον εἰς τὰ βουνὰ μετὰ τῶν οἰκογενειῶν των. Τέσσαρες Βούλγαροι συνελήφθησαν καὶ ἐκρατήθησαν εἰς Σέρρας. (1063, 972, 1259, 1060)
article-paragraph: Ὁ κ. Δημ. Βουδούρης δὲν ἀξιοῖ δι' ἐαυτὸν πάσας τὰς δάφνας τοῦ Νηλεοναιοῦ. Ἀλλ' ὅμως εὐσυνείδητος καὶ ἱκανὸς ἀξιωματικὸς ἠδύνατο νὰ πράξῃ, τὸ ἔπραξε πάντοτε μετὰ τῆς ἀφοσιώσεως καὶ τῆς αὐταπαρνήσεως ἥτις διακρίνει τοὺς παλαιοὺς θαλασσινούς, οἱ ὁποῖοι ἐγεννήθησαν καὶ ἔζησαν ἐπὶ τῶν κυμάτων. Τὴν μεγαλειτέραν δὲ ἀπόδειξιν περὶ τῆς ἱκανότητός του τὴν παρέχει τὸ γεγονὸς ὅτι ἐπὶ τριάκοντα σχεδὸν ἔτη ἐκυβέρνησε τὴν βασιλικὴν θαλαμηγόν, ὑπηρεσία ἥτις δὲν ἀνετίθετο εἰς τὸν τυχόντα. (13, 404, 229, 638)
memorial-cousins-label: Οἱ ἀνεψιοί (152, 1901, 229, 1916)
article-paragraph: Τὸ ἀπόγευμα ὁ κ. πρωθυπουργὸς ὑπέβαλε ταύτην εἰς τὴν Βουλήν. (1063, 304, 1259, 349)
article-paragraph: Ἡ πρώτη ἐπετέθη κατὰ τῆς ἐλληνικῆς πόλεως καὶ μετὰ πολύωρον συμπλοκὴν ἀπεχώρησε φέρουσα τραυματίας. Ἐλήφθησαν τὰ καταλληλότερα μέτρα ὑπὸ τῶν στρατιωτικῶν ἀρχῶν πρὸς καταδίωξιν αὐτῶν. (852, 1594, 1048, 1696)
column-4a (852, 211, 1048, 740)
crete-heading: ΤΑ ΕΝ ΚΡΗΤΗ (28, 792, 214, 826)
therapy-text: Τὴν τελευταίαν θεραπευτικὴν μέθοδον ἣν τελεῖ ἐπιτυχῶς ἐφήρμοσεν ὁ Καθηγητὴς τῆς Βιέννης (508, 888, 841, 918)
letter-date: Ἐν Χανίοις τῇ 7 Ἰουλίου 1905 (39, 1053, 215, 1068)
column-4 (846, 48, 1264, 2253)
wanted-ad (240, 1448, 497, 1490)
rental-ad: Ἐνοικιάζεται ὁ ὄροφος τῆς διατηρουμένης τῶν ὁδῶν Πειραιῶς καὶ Σωκράτους οἰκίας, κατάλληλος διὰ ἰατρεῖον, γραφεῖον ἢ κατοικίαν. Πληροφορίαι παρὰ τῷ φαρμακοποιῷ Στοᾷ Ἀρσακείου. (508, 1169, 841, 1226)
newspaper-title: ΕΜΠΡΟΣ (692, 6, 908, 41)
revolution-heading: Η ΕΠΑΝΑΣΤΑΣΙΣ (1068, 1169, 1254, 1232)
article-paragraph: 1) Νὰ ἐπιβληθῇ ἐπὶ τῶν 6 ἡμερῶν ἀπολυμαντικὴ κάθαρσις εἰς πάντα τὰ ἐξ Ἀλεξανδρείας ἐρχόμενα πλοῖα ἀφικνούμενα εἰς Ἑλλάδα. (852, 1057, 1048, 1131)
article-paragraph: Ὁ Βουλγαρικὸς ἀγὼν μετὰ τοὺς ἐνόπλους σῆμερον συμμορίας ἐπανέρχεται καὶ θὰ ἐξακολουθήσει εἰς τὴν ἐπαρχίαν, ἐφ' ὅσον ἡ Τουρκικὴ κυβέρνησις δὲν λαμβάνει τὰ κατάλληλα μέτρα. (1063, 867, 1259, 969)
article-paragraph: Ἡ δευτέρα αὕτη συνεργασία διήρκεσε μέχρι τῆς 2 1/2 ὅτε πλέον τὰ ἄρθρα εἶχον πλέον μονογραφηθῆ. (852, 588, 1048, 646)
therapy-hours: 9—12 3—6 καὶ 8—9 τὸ ἑσπέρας (577, 1057, 772, 1072)
subscribers-text: Αἱ συνδρομαὶ προπληρώνονται (520, 1484, 726, 1499)
article-paragraph: Ἡ ὁλικὴ ζημία τῆς καταστροφῆς ἀνέρχεται εἰς 2.000 τουρκικὰς λίρας. Πλὴν τούτου εἰς 60—80 λίρας ἔτος ἐκ τῶν εἰσοδημάτων τῆς Μονῆς διετίθεντο διὰ τὴν συντήρησιν τῶν Σχολείων τῆς Ἑλληνικῆς Κοινότητος. (1270, 543, 1587, 616)
memorial-parents: Νικόλαος Ἀργυρίου, Μυρσίνη Ν. Ἀργυρίου (31, 1776, 223, 1805)
social-heading: ΚΟΙΝΩΝΙΚΑ (508, 475, 841, 499)
sale-ad (13, 1956, 229, 2024)
article-paragraph: Ἐπικρέμαται μέχρι τοῦδε καὶ οὐδὲ κρίσιν ἐξηνέγκομεν ἐπὶ τῆς ὑποθέσεως Μητσέα ἀναμένοντες ὅπως λήξῃ τὸ ἔργον τῆς Δικαιοσύνης. Καὶ ἀναλόγως ἡ ἀθωότης αὐτοῦ. Πλὴν ἡ ἐπὶ μακρὸν ἀργὸς παράτασις τῶν ἀνακρίσεων καὶ ἀρεταὶ προπαντὸς ἡ σπουδὴ ἐκείνων κατανοηθεῖσα ὑπὸ τῶν ἐρευνητῶν εἰς ἀποκλεισμὸν ἔν τινι τῶν ἐργασιῶν ἐπιφέρει τὴν μάχην, ἀναγκάζει ἡμᾶς νὰ ἀσχοληθῶμεν κατὰ μικρὸν τὴν πᾶσαν ὑπόθεσιν. (240, 123, 497, 299)
article-paragraph: Πρὸς τὸ θέαμα τοῦτο ἐν τῇ Μοναστηρίῳ ἔθηκεν εἰς τρεῖς σημεῖα τοῦ φρουρίου τὰ πυρομαχικά. Μετὰ τὴν ἀποχώρησιν ἔμειναν μόνον οἱ τοῖχοι καὶ κατακαυμένα ξύλα. (1270, 420, 1587, 479)
crete-subheading: ΕΓΓΡΑΦΟΝ ΤΗΣ ΕΙΣ ΑΓΓΕΛΙΑΣ (14, 870, 228, 886)
memorial-name: ΛΑΖΑΡΟΥ ΖΩΤΟΥ (310, 1258, 427, 1273)
calendar-heading: ΗΜΕΡΟΛΟΓΙΟΝ (13, 52, 229, 81)
article-paragraph: Ἐπεσκέφθη ὁ ἀδελφὸς αὐτοῦ τὸν Μητσέαν εἰς τὴν οἰκίαν του, ὁπόθεν ἐξῆλθε ταραγμένος, ἀπειλῶν ὅτι θὰ τὸν ἀπέκτεινε. Ὁ Μητσέας ἔκτοτε ἐφύλαττε τὰς κινήσεις του διὰ τὸν φόβον τῆς ζωῆς του καὶ ἐπλησίασε καὶ ἐπεσκέφθη τὸν Μητσέαν εἰς τὸ γραφεῖον αὐτοῦ. (240, 620, 497, 722)
article-paragraph: Οὕτως ὁ τέως μεγαλέμπορος τῶν ἐνθουσιασμῶν ἐπεὶ τοῦ Μητσέα κατεδίκασε πᾶρα τὰς 300-400 δρ. μηνιαίως, ὁ κ. Γεννηματᾶς ἤνοιξε καταβαλὼν μὲν δὲ ἄλλους μάλιστα τῶν κλητήρων. (240, 529, 497, 617)
column-1 (8, 48, 234, 2253)
council-signature: (Ἐκ τοῦ Γραφείου τῆς Μονῆς) (583, 1387, 766, 1402)
signature-subheading: Η ΥΠΟΓΡΑΦΗ ΤΗΣ ΣΥΜΒΑΣΕΩΣ (885, 556, 1015, 587)
